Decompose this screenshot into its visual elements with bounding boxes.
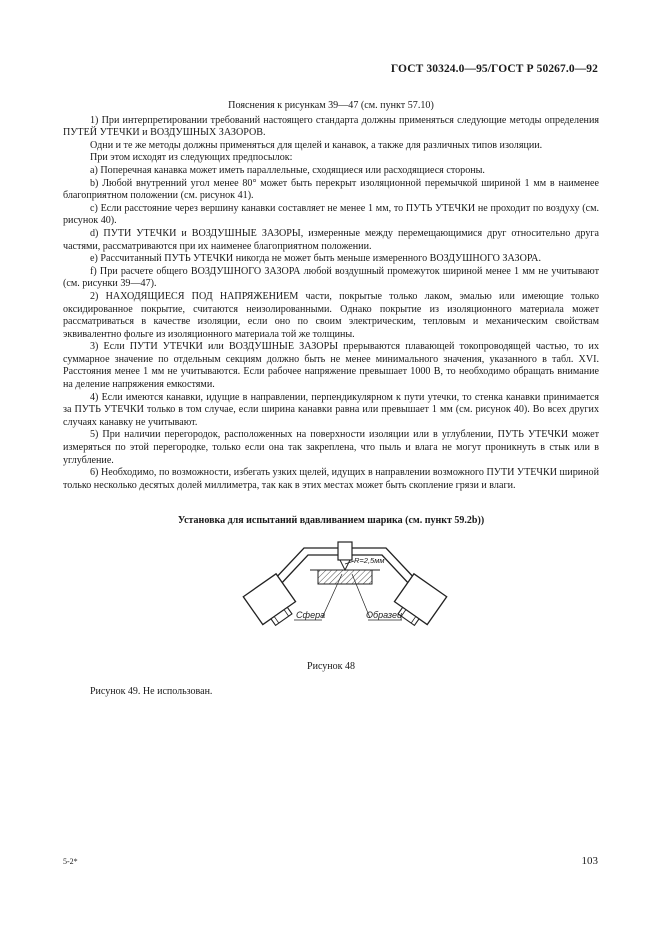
figure-caption: Рисунок 48 bbox=[307, 661, 355, 672]
paragraph: а) Поперечная канавка может иметь параллельные, сходящиеся или расходящиеся стороны. bbox=[90, 164, 485, 176]
footer-signature: 5-2* bbox=[63, 857, 78, 866]
page-number: 103 bbox=[581, 855, 598, 867]
paragraph: 4) Если имеются канавки, идущие в направлении, перпендикулярном к пути утечки, то стенка канавки принимается за ПУТЬ УТЕЧКИ только в том случае, если ширина канавки равна или превышает 1 мм (см. рисунок 40). Во всех других случаях канавку не учитывают. bbox=[63, 391, 599, 428]
section-title: Пояснения к рисункам 39—47 (см. пункт 57.10) bbox=[228, 100, 434, 111]
figure-note: Рисунок 49. Не использован. bbox=[90, 686, 213, 697]
figure-title: Установка для испытаний вдавливанием шарика (см. пункт 59.2b)) bbox=[177, 515, 485, 526]
paragraph: b) Любой внутренний угол менее 80° может быть перекрыт изоляционной перемычкой шириной 1 мм в наименее благоприятном положении (см. рисунок 41). bbox=[63, 177, 599, 202]
paragraph: f) При расчете общего ВОЗДУШНОГО ЗАЗОРА любой воздушный промежуток шириной менее 1 мм не учитывают (см. рисунки 39—47). bbox=[63, 265, 599, 290]
paragraph: с) Если расстояние через вершину канавки составляет не менее 1 мм, то ПУТЬ УТЕЧКИ не проходит по воздуху (см. рисунок 40). bbox=[63, 202, 599, 227]
paragraph: 6) Необходимо, по возможности, избегать узких щелей, идущих в направлении возможного ПУТИ УТЕЧКИ шириной только несколько десятых долей миллиметра, так как в этих местах может быть скопление грязи и влаги. bbox=[63, 467, 599, 491]
right-weight-block bbox=[390, 574, 447, 631]
ball-pressure-test-diagram bbox=[230, 530, 460, 640]
paragraph: 5) При наличии перегородок, расположенных на поверхности изоляции или в углублении, ПУТЬ УТЕЧКИ может измеряться по этой перегородке, только если она так закреплена, что пыль и влага не могут проникнуть в стык или в углубление. bbox=[63, 429, 599, 466]
paragraph: d) ПУТИ УТЕЧКИ и ВОЗДУШНЫЕ ЗАЗОРЫ, измеренные между перемещающимися друг относительно друга частями, рассматриваются при их наименее благоприятном положении. bbox=[63, 227, 599, 252]
paragraph: 2) НАХОДЯЩИЕСЯ ПОД НАПРЯЖЕНИЕМ части, покрытые только лаком, эмалью или имеющие только оксидированное покрытие, считаются неизолированными. Однако покрытие из изоляционного материала может рассматриваться в качестве изоляции, если оно по своим электрическим, тепловым и механическим свойствам эквивалентно фольге из изоляционного материала той же толщины. bbox=[63, 290, 599, 340]
ball-holder bbox=[338, 542, 352, 560]
document-header: ГОСТ 30324.0—95/ГОСТ Р 50267.0—92 bbox=[390, 63, 598, 75]
sample bbox=[318, 570, 372, 584]
paragraph: Одни и те же методы должны применяться для щелей и канавок, а также для различных типов изоляции. bbox=[90, 139, 543, 151]
radius-label: R=2,5мм bbox=[354, 556, 385, 565]
document-body bbox=[63, 100, 599, 492]
left-weight-block bbox=[243, 574, 300, 631]
sample-label: Образец bbox=[366, 610, 403, 620]
paragraph: 1) При интерпретировании требований настоящего стандарта должны применяться следующие методы определения ПУТЕЙ УТЕЧКИ и ВОЗДУШНЫХ ЗАЗОРОВ. bbox=[63, 114, 599, 139]
ball-tip bbox=[340, 560, 350, 570]
paragraph: е) Рассчитанный ПУТЬ УТЕЧКИ никогда не может быть меньше измеренного ВОЗДУШНОГО ЗАЗОРА. bbox=[90, 253, 541, 265]
paragraph: 3) Если ПУТИ УТЕЧКИ или ВОЗДУШНЫЕ ЗАЗОРЫ прерываются плавающей токопроводящей частью, то их суммарное значение по отдельным секциям должно быть не менее минимального значения, указанного в табл. XVI. Расстояния менее 1 мм не учитываются. Если рабочее напряжение превышает 1000 В, то необходимо обращать внимание на деление напряжения емкостями. bbox=[63, 341, 599, 391]
sphere-label: Сфера bbox=[296, 610, 326, 620]
paragraph: При этом исходят из следующих предпосылок: bbox=[90, 152, 293, 164]
